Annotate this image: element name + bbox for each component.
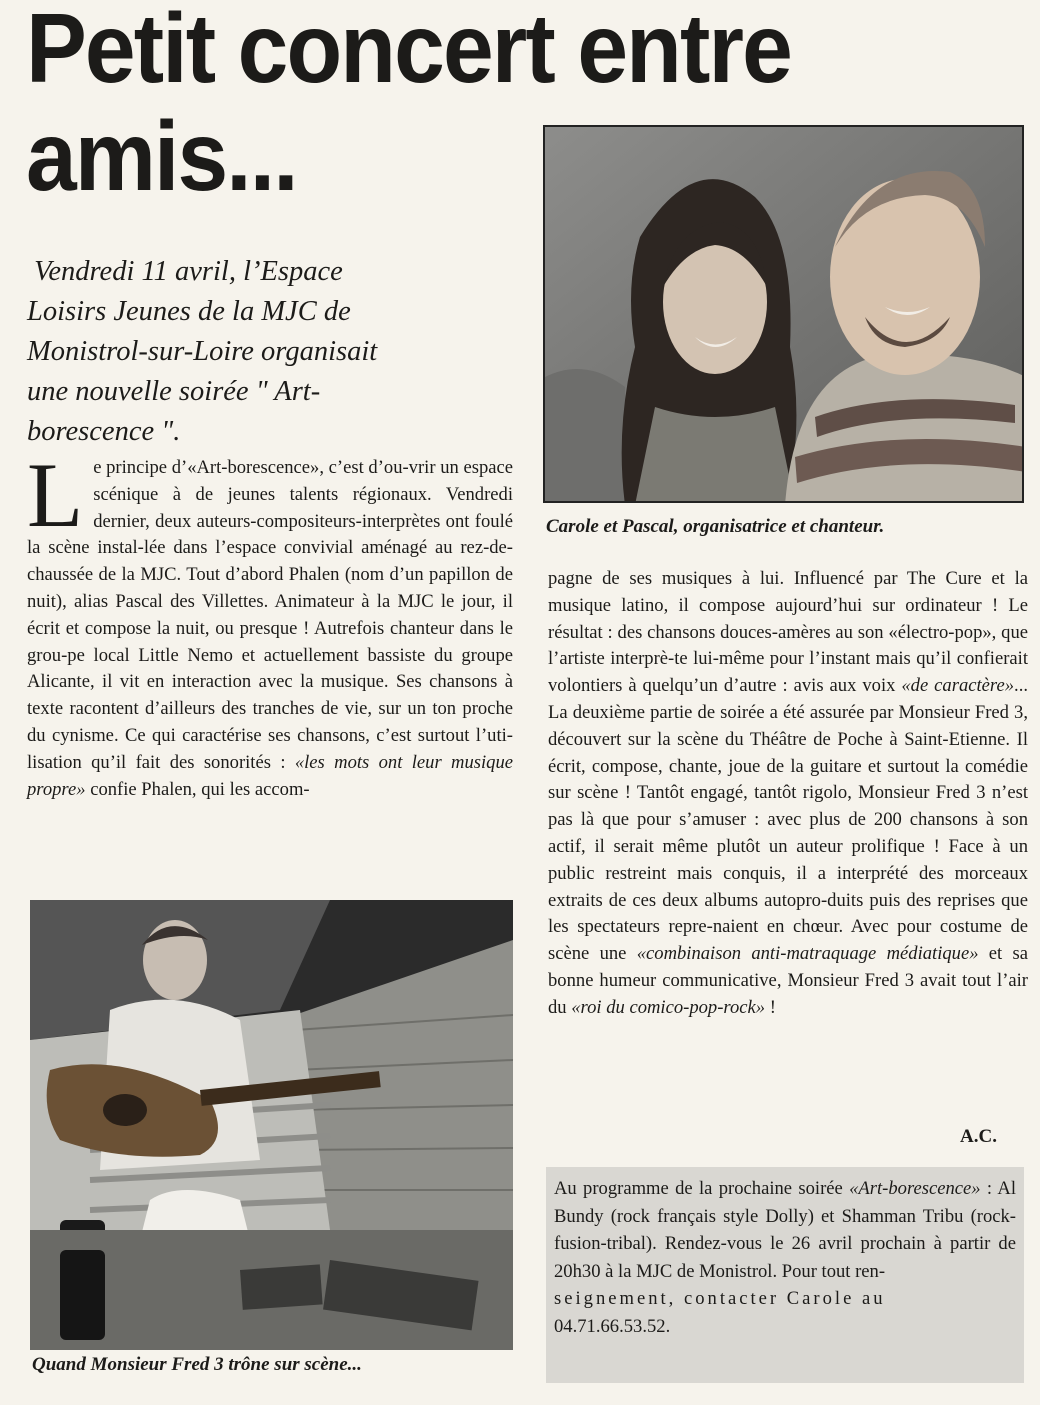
headline-line-2: amis... — [26, 101, 297, 211]
intro-lead — [27, 252, 507, 452]
column-2-text-c: et sa bonne humeur communicative, Monsieur Fred 3 avait tout l’air du — [548, 943, 1028, 1018]
upcoming-event-box — [546, 1167, 1024, 1383]
article-column-1 — [27, 444, 514, 803]
photo-stage — [30, 900, 513, 1350]
box-text-c: seignement, contacter Carole au — [554, 1288, 886, 1309]
column-2-text-a: pagne de ses musiques à lui. Influencé par The Cure et la musique latino, il compose aujourd’hui sur ordinateur ! Le résultat : des chansons douces-amères au son «électro-pop», que l’artiste interprè-te lui-même pour l’instant mais qu’il confierait volontiers à quelqu’un d’autre : avis aux voix — [548, 568, 1028, 697]
box-text-a: Au programme de la prochaine soirée — [554, 1178, 850, 1199]
quote-roi: «roi du comico-pop-rock» — [571, 996, 766, 1018]
article-column-2 — [548, 566, 1028, 1022]
intro-line-5: borescence ". — [27, 416, 181, 447]
intro-line-1: Vendredi 11 avril, l’Espace — [34, 256, 343, 287]
headline-line-1: Petit concert entre — [26, 0, 791, 103]
quote-phalen: «les mots ont leur musique propre» — [27, 751, 514, 800]
intro-line-3: Monistrol-sur-Loire organisait — [27, 336, 378, 367]
dropcap: L — [27, 444, 84, 546]
intro-line-4: une nouvelle soirée " Art- — [27, 376, 321, 407]
column-1-text: e principe d’«Art-borescence», c’est d’ou-vrir un espace scénique à de jeunes talents régionaux. Vendredi dernier, deux auteurs-compositeurs-interprètes ont foulé la scène instal-lée dans l’espace convivial aménagé au rez-de-chaussée de la MJC. Tout d’abord Phalen (nom d’un papillon de nuit), alias Pascal des Villettes. Animateur à la MJC le jour, il écrit et compose la nuit, ou presque ! Autrefois chanteur dans le grou-pe local Little Nemo et actuellement bassiste du groupe Alicante, il vit en interaction avec la musique. Ses chansons à texte racontent d’ailleurs des tranches de vie, sur un ton proche du cynisme. Ce qui caractérise ses chansons, c’est surtout l’uti-lisation qu’il fait des sonorités : — [27, 457, 513, 773]
box-text-b: : Al Bundy (rock français style Dolly) et Shamman Tribu (rock-fusion-tribal). Rendez-vous le 26 avril prochain à partir de 20h30 à la MJC de Monistrol. Pour tout ren- — [554, 1178, 1016, 1282]
photo-couple — [543, 125, 1024, 503]
photo-stage-caption: Quand Monsieur Fred 3 trône sur scène... — [32, 1354, 362, 1375]
column-2-text-b: ... La deuxième partie de soirée a été assurée par Monsieur Fred 3, découvert sur la scène du Théâtre de Poche à Saint-Etienne. Il écrit, compose, chante, joue de la guitare et surtout la comédie sur scène ! Tantôt engagé, tantôt rigolo, Monsieur Fred 3 n’est pas là que pour s’amuser : avec plus de 200 chansons à son actif, il serait même plutôt un auteur prolifique ! Face à un public restreint mais conquis, il a interprété des morceaux extraits de ces deux albums autopro-duits puis des reprises que les spectateurs repre-naient en chœur. Avec pour costume de scène une — [548, 675, 1028, 965]
column-1-text-end: confie Phalen, qui les accom- — [85, 778, 310, 800]
photo-stage-image — [30, 900, 513, 1350]
quote-combinaison: «combinaison anti-matraquage médiatique» — [636, 943, 979, 965]
author-signature: A.C. — [960, 1126, 997, 1147]
box-phone: 04.71.66.53.52. — [554, 1315, 671, 1337]
box-quote: «Art-borescence» — [849, 1178, 981, 1199]
photo-couple-image — [545, 127, 1024, 503]
quote-caractere: «de caractère» — [901, 675, 1015, 697]
intro-line-2: Loisirs Jeunes de la MJC de — [27, 296, 351, 327]
upcoming-event-text — [554, 1175, 1016, 1340]
column-2-text-d: ! — [765, 996, 776, 1018]
photo-couple-caption: Carole et Pascal, organisatrice et chanteur. — [546, 516, 885, 537]
